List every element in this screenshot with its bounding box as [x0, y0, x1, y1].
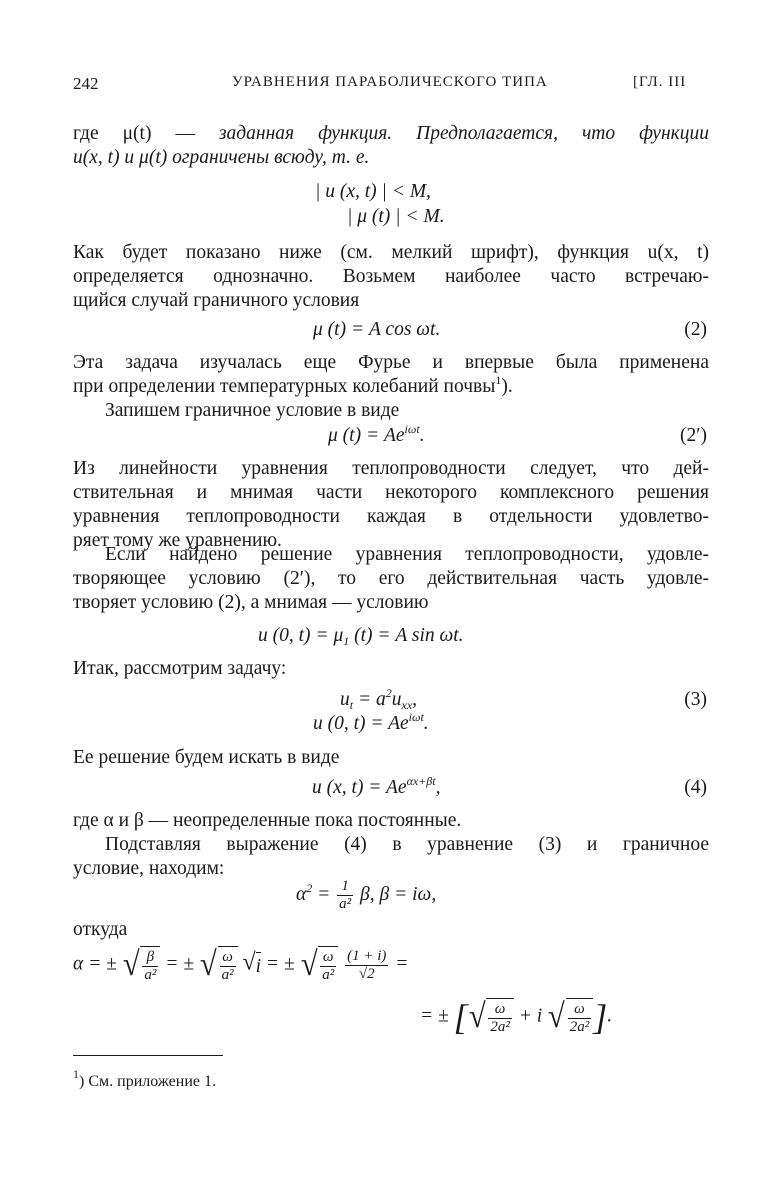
- eq5-eq: =: [312, 883, 336, 905]
- running-title: УРАВНЕНИЯ ПАРАБОЛИЧЕСКОГО ТИПА: [232, 74, 548, 90]
- eq5-frac-den: a²: [339, 896, 352, 912]
- para7: Итак, рассмотрим задачу:: [73, 658, 287, 679]
- eq6-pm2: = ±: [261, 953, 300, 975]
- eq6-f6-num: ω: [568, 1001, 592, 1019]
- sqrt-icon: √: [242, 949, 256, 976]
- eq6-rad5: [486, 998, 514, 1036]
- para2-line1: Как будет показано ниже (см. мелкий шрифт), функция u(x, t): [73, 242, 709, 263]
- eq6-f6: [568, 1001, 592, 1036]
- eq5-b: β, β = iω,: [355, 883, 437, 905]
- eq3-line2-a: u (0, t) = Ae: [313, 713, 409, 734]
- footnote-rule: [73, 1055, 223, 1056]
- equation-6-line2: [420, 998, 612, 1036]
- equation-3-line2: [313, 712, 429, 736]
- para2-line2: определяется однозначно. Возьмем наиболее часто встречаю-: [73, 266, 709, 287]
- inequality-u: | u (x, t) | < M,: [315, 181, 431, 202]
- sqrt-icon: √: [199, 946, 217, 983]
- eq5-frac-num: 1: [337, 878, 353, 896]
- eq2p-end: .: [419, 425, 425, 446]
- eq6-f4-num: (1 + i): [347, 947, 387, 964]
- eq6-alpha: α = ±: [73, 953, 122, 975]
- sqrt-icon: √: [122, 946, 140, 983]
- eq6-f3-den: a²: [322, 967, 335, 983]
- eq5-alpha: α: [296, 883, 307, 905]
- eq3-comma: ,: [412, 689, 418, 710]
- equation-2-prime-number: (2′): [679, 425, 707, 446]
- eq6-f3-num: ω: [320, 949, 336, 967]
- para1-line1-a: где μ(t) —: [73, 123, 219, 144]
- chapter-label: [ГЛ. III: [633, 74, 687, 90]
- equation-5: [296, 878, 436, 913]
- eq-sin-a: u (0, t) = μ: [258, 625, 344, 646]
- eq6-plus-i: + i: [513, 1005, 548, 1027]
- para1-line1-b: заданная функция. Предполагается, что функции: [218, 123, 709, 144]
- eq6-f3: [320, 949, 336, 984]
- eq-sin-b: (t) = A sin ωt.: [349, 625, 464, 646]
- eq6-rad1: [140, 946, 160, 984]
- equation-4-number: (4): [684, 777, 707, 798]
- para3-line2: [73, 375, 709, 399]
- right-bracket-icon: ]: [593, 997, 608, 1037]
- equation-2-number: (2): [684, 319, 707, 340]
- eq6-sqrt-i: i: [256, 952, 261, 979]
- eq2p-exp: iωt: [404, 422, 420, 436]
- eq5-sup: 2: [306, 880, 313, 895]
- equation-3-number: (3): [684, 689, 707, 710]
- equation-2: μ (t) = A cos ωt.: [313, 319, 441, 340]
- eq2p-lhs: μ (t) = Ae: [328, 425, 405, 446]
- eq3-sup: 2: [385, 686, 392, 700]
- eq6-f1-den: a²: [144, 967, 157, 983]
- para5-line1: Из линейности уравнения теплопроводности следует, что дей-: [73, 458, 709, 479]
- inequality-mu: | μ (t) | < M.: [347, 206, 445, 227]
- eq6-line2-start: = ±: [420, 1005, 454, 1027]
- eq6-f2-den: a²: [221, 967, 234, 983]
- para6-line3: творяет условию (2), а мнимая — условию: [73, 592, 429, 613]
- eq6-f4: [345, 948, 388, 983]
- sqrt-icon: √: [300, 946, 318, 983]
- eq6-f5: [488, 1001, 512, 1036]
- eq6-f5-den: 2a²: [490, 1019, 510, 1035]
- eq3-u2: u: [391, 689, 402, 710]
- footnote-ref: 1: [495, 373, 502, 387]
- para11: откуда: [73, 919, 128, 940]
- footnote-mark: 1: [73, 1067, 79, 1081]
- para1-line2: u(x, t) и μ(t) ограничены всюду, т. е.: [73, 147, 370, 168]
- para8: Ее решение будем искать в виде: [73, 747, 340, 768]
- para5-line3: уравнения теплопроводности каждая в отдельности удовлетво-: [73, 506, 709, 527]
- eq3-u: u: [340, 689, 350, 710]
- eq6-rad6: [566, 998, 594, 1036]
- para4: Запишем граничное условие в виде: [105, 400, 400, 421]
- para5-line4: ряет тому же уравнению.: [73, 530, 282, 551]
- eq6-f2: [220, 949, 236, 984]
- equation-sin: [258, 624, 464, 648]
- para10-line2: условие, находим:: [73, 858, 225, 879]
- para2-line3: щийся случай граничного условия: [73, 290, 360, 311]
- footnote-text: ) См. приложение 1.: [79, 1073, 217, 1090]
- eq6-rad2: [218, 946, 238, 984]
- page-number: 242: [73, 74, 99, 93]
- eq6-f6-den: 2a²: [569, 1019, 590, 1035]
- para3-line2-end: ).: [501, 376, 513, 397]
- sqrt-icon: √: [547, 998, 565, 1035]
- eq6-f5-num: ω: [488, 1001, 512, 1019]
- eq5-frac: [337, 878, 353, 913]
- eq6-f1: [142, 949, 158, 984]
- eq-sin-sub: 1: [343, 634, 350, 648]
- eq4-exp: αx+βt: [406, 774, 436, 788]
- para3-line2-text: при определении температурных колебаний почвы: [73, 376, 496, 397]
- equation-4: [312, 776, 440, 800]
- eq6-f1-num: β: [142, 949, 158, 967]
- footnote: [73, 1067, 709, 1094]
- eq4-b: ,: [435, 777, 441, 798]
- para3-line1: Эта задача изучалась еще Фурье и впервые была применена: [73, 352, 709, 373]
- para10-line1: Подставляя выражение (4) в уравнение (3) и граничное: [105, 834, 709, 855]
- eq3-line2-b: .: [423, 713, 429, 734]
- para1-line1: [73, 122, 709, 146]
- eq3-sub-t: t: [349, 698, 354, 712]
- equation-2-prime: [328, 424, 425, 448]
- para5-line2: ствительная и мнимая части некоторого комплексного решения: [73, 482, 709, 503]
- equation-6-line1: [73, 946, 408, 984]
- eq6-f4-den: √2: [358, 965, 375, 982]
- sqrt-icon: √: [468, 998, 486, 1035]
- eq4-a: u (x, t) = Ae: [312, 777, 407, 798]
- eq6-rad3: [318, 946, 338, 984]
- eq6-eq-end: =: [390, 953, 409, 975]
- eq6-dot: .: [607, 1005, 613, 1027]
- para6-line1: Если найдено решение уравнения теплопроводности, удовле-: [105, 544, 709, 565]
- eq6-f2-num: ω: [220, 949, 236, 967]
- para9: где α и β — неопределенные пока постоянные.: [73, 810, 462, 831]
- left-bracket-icon: [: [453, 997, 468, 1037]
- eq3-eq: = a: [353, 689, 386, 710]
- eq6-pm: = ±: [160, 953, 199, 975]
- equation-3-line1: [340, 688, 417, 712]
- eq3-sub-xx: xx: [401, 698, 413, 712]
- para6-line2: творяющее условию (2′), то его действительная часть удовле-: [73, 568, 709, 589]
- eq3-line2-exp: iωt: [408, 710, 424, 724]
